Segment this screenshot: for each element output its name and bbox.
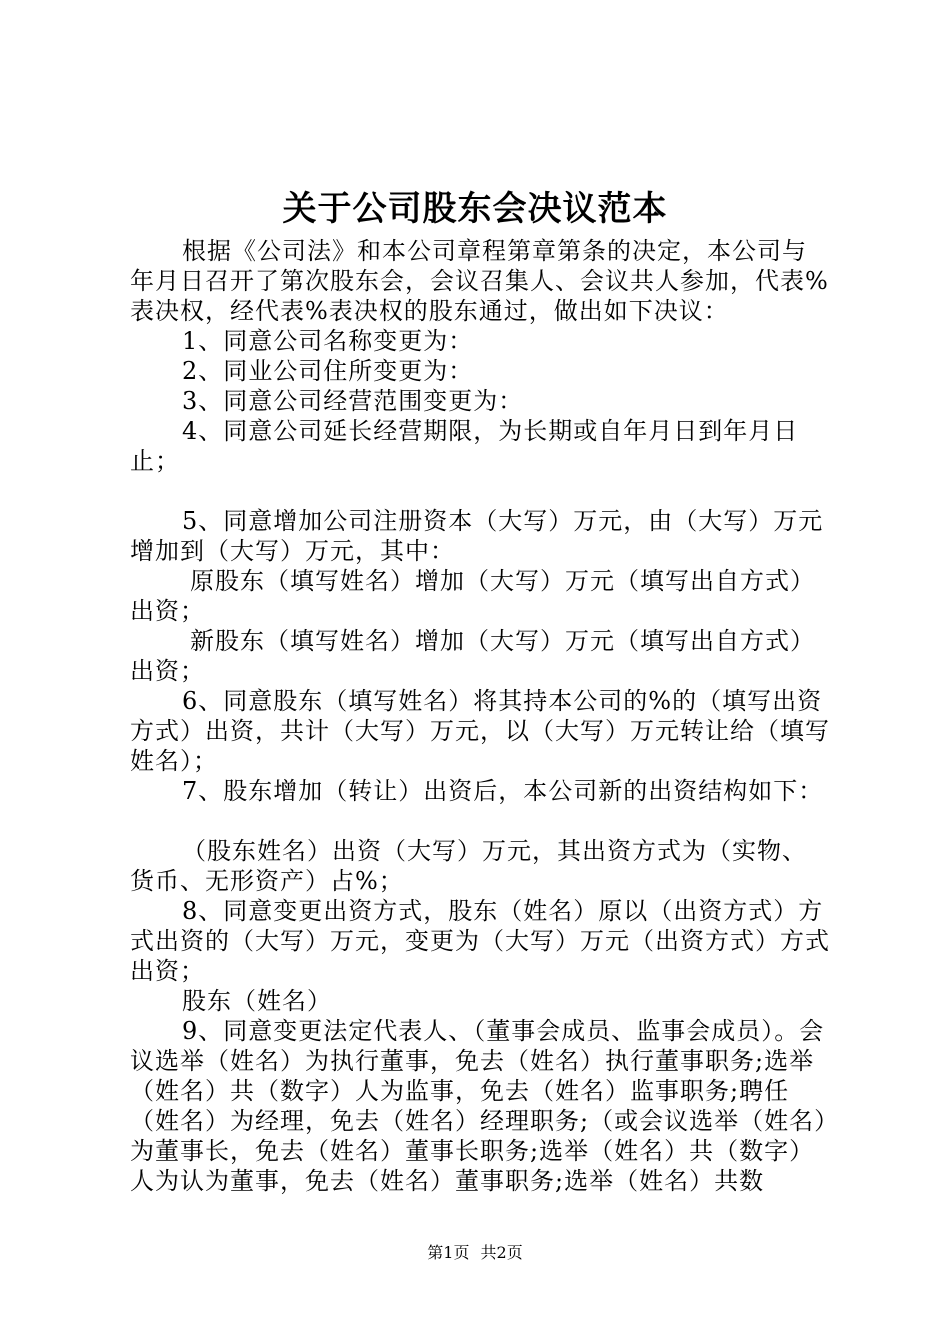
document-title: 关于公司股东会决议范本 — [282, 189, 668, 229]
paragraph-preamble: 根据《公司法》和本公司章程第章第条的决定，本公司与年月日召开了第次股东会，会议召集人、会议共人参加，代表%表决权，经代表%表决权的股东通过，做出如下决议： — [130, 237, 829, 325]
paragraph-item-3: 3、同意公司经营范围变更为： — [182, 387, 524, 415]
paragraph-item-8: 8、同意变更出资方式，股东（姓名）原以（出资方式）方式出资的（大写）万元，变更为（大写）万元（出资方式）方式出资； — [130, 897, 830, 985]
paragraph-new-shareholder: 新股东（填写姓名）增加（大写）万元（填写出自方式）出资； — [130, 627, 815, 685]
paragraph-item-1: 1、同意公司名称变更为： — [182, 327, 474, 355]
paragraph-item-7: 7、股东增加（转让）出资后，本公司新的出资结构如下： — [182, 777, 824, 805]
paragraph-gap — [130, 476, 830, 506]
paragraph-item-6: 6、同意股东（填写姓名）将其持本公司的%的（填写出资方式）出资，共计（大写）万元，以（大写）万元转让给（填写姓名）； — [130, 687, 830, 775]
page-total: 共2页 — [480, 1243, 523, 1262]
paragraph-item-9: 9、同意变更法定代表人、（董事会成员、监事会成员）。会议选举（姓名）为执行董事，免去（姓名）执行董事职务;选举（姓名）共（数字）人为监事，免去（姓名）监事职务;聘任（姓名）为经理，免去（姓名）经理职务;（或会议选举（姓名）为董事长，免去（姓名）董事长职务;选举（姓名）共（数字）人为认为董事，免去（姓名）董事职务;选举（姓名）共数 — [130, 1017, 828, 1195]
paragraph-item-5: 5、同意增加公司注册资本（大写）万元，由（大写）万元增加到（大写）万元，其中： — [130, 507, 824, 565]
paragraph-item-2: 2、同业公司住所变更为： — [182, 357, 474, 385]
paragraph-original-shareholder: 原股东（填写姓名）增加（大写）万元（填写出自方式）出资； — [130, 567, 815, 625]
document-body — [130, 236, 830, 1196]
paragraph-item-4: 4、同意公司延长经营期限，为长期或自年月日到年月日止； — [130, 417, 799, 475]
page-footer — [0, 1242, 950, 1264]
paragraph-gap — [130, 806, 830, 836]
page-number: 第1页 — [427, 1243, 470, 1262]
paragraph-capital-structure: （股东姓名）出资（大写）万元，其出资方式为（实物、货币、无形资产）占%； — [130, 837, 807, 895]
paragraph-shareholder-name: 股东（姓名） — [182, 987, 332, 1015]
